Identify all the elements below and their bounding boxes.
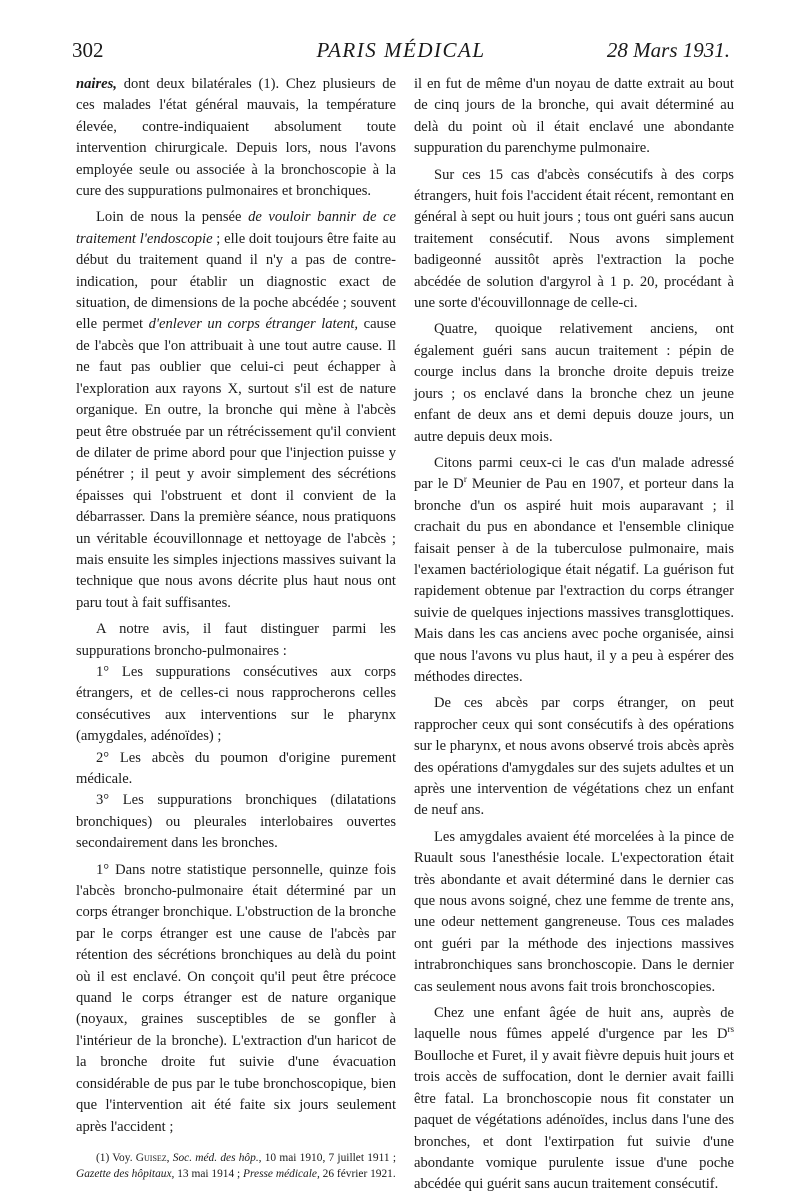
paragraph: A notre avis, il faut distinguer parmi les suppurations broncho-pulmonaires : — [76, 621, 396, 659]
paragraph-lead-fragment: naires, — [76, 76, 117, 92]
paragraph-text: Citons parmi ceux-ci le cas d'un malade adressé par le D — [414, 454, 734, 493]
footnote-fragment: 26 février 1921. — [319, 1167, 396, 1180]
paragraph — [414, 453, 734, 688]
paragraph-text: cause de l'abcès que l'on attribuait à une tout autre cause. Il ne faut pas oublier que celui-ci peut échapper à l'exploration aux rayons X, surtout s'il est de nature organique. En outre, la bronche qui mène à l'abcès peut être obstruée par un rétrécissement qu'il convient de dilater de prime abord pour que l'injection puisse y pénétrer ; il peut y avoir simplement des sécrétions épaisses qui l'obstruent et dont il convient de la débarrasser. Dans la première séance, nous pratiquons un véritable écouvillonnage et nettoyage de l'abcès ; mais ensuite les simples injections massives suivant la technique que nous avons décrite plus haut nous ont paru tout à fait suffisantes. — [76, 316, 396, 611]
left-column — [76, 74, 396, 1182]
list-item: 2° Les abcès du poumon d'origine purement médicale. — [76, 749, 396, 787]
footnote-fragment: (1) Voy. — [96, 1151, 136, 1164]
paragraph — [76, 74, 396, 202]
superscript: r — [463, 474, 467, 485]
list-item: 3° Les suppurations bronchiques (dilatations bronchiques) ou pleurales interlobaires ouvertes secondairement dans les bronches. — [76, 792, 396, 852]
page-number: 302 — [72, 38, 104, 62]
paragraph-text: dont deux bilatérales (1). Chez plusieurs de ces malades l'état général mauvais, la température élevée, contre-indiquaient absolument toute intervention chirurgicale. Depuis lors, nous l'avons employée seule ou associée à la bronchoscopie à la cure des suppurations pulmonaires et bronchiques. — [76, 76, 396, 200]
paragraph: Les amygdales avaient été morcelées à la pince de Ruault sous l'anesthésie locale. L'expectoration était très abondante et avait déterminé dans le dernier cas que nous avons soigné, chez une femme de trente ans, une odeur nettement gangreneuse. Tous ces malades ont guéri par la méthode des injections massives intrabronchiques sans bronchoscopie. Dans le dernier cas seulement nous avons fait trois bronchoscopies. — [414, 828, 734, 995]
superscript: rs — [727, 1024, 734, 1035]
footnote-source: Soc. méd. des hôp., — [169, 1151, 262, 1164]
paragraph-text: ; elle doit toujours être faite au début du traitement quand il n'y a pas de contre-indication, pour établir un diagnostic exact de situation, de dimensions de la poche abcédée ; souvent elle permet — [76, 230, 396, 333]
footnote-text — [76, 1150, 396, 1182]
paragraph-text: Loin de nous la pensée — [96, 209, 249, 226]
footnote-source: Gazette des hôpitaux, — [76, 1167, 175, 1180]
paragraph: Sur ces 15 cas d'abcès consécutifs à des corps étrangers, huit fois l'accident était récent, remontant en général à sept ou huit jours ; tous ont guéri sans aucun traitement consécutif. Nous avons simplement badigeonné aussitôt après l'extraction la poche abcédée de solution d'argyrol à 1 p. 20, procédant à une sorte d'écouvillonnage de celle-ci. — [414, 166, 734, 312]
footnote-fragment: 13 mai 1914 ; — [174, 1167, 244, 1180]
journal-title: PARIS MÉDICAL — [316, 38, 486, 62]
footnote-author: Guisez, — [135, 1151, 170, 1164]
right-column — [414, 74, 734, 1196]
footnote-source: Presse médicale, — [243, 1167, 320, 1180]
paragraph — [414, 1003, 734, 1196]
page-header — [72, 38, 730, 68]
footnote-fragment: 10 mai 1910, 7 juillet 1911 ; — [261, 1151, 396, 1164]
list-item: 1° Les suppurations consécutives aux corps étrangers, et de celles-ci nous rapprocherons celles consécutives aux interventions sur le pharynx (amygdales, adénoïdes) ; — [76, 663, 396, 745]
paragraph-text: Chez une enfant âgée de huit ans, auprès de laquelle nous fûmes appelé d'urgence par les D — [414, 1005, 734, 1043]
paragraph: Quatre, quoique relativement anciens, ont également guéri sans aucun traitement : pépin de courge inclus dans la bronche droite depuis treize jours ; os enclavé dans la bronche chez un jeune enfant de deux ans et demi depuis douze jours, un autre depuis deux mois. — [414, 321, 734, 445]
paragraph: De ces abcès par corps étranger, on peut rapprocher ceux qui sont consécutifs à des opérations sur le pharynx, et nous avons observé trois abcès après des opérations d'amygdales sur des sujets adultes et un après une intervention de végétations chez un enfant de neuf ans. — [414, 695, 734, 819]
emphasis-text: de vouloir bannir de ce traitement l'endoscopie — [76, 209, 396, 247]
paragraph-text: Boulloche et Furet, il y avait fièvre depuis huit jours et trois accès de suffocation, dont le dernier avait failli être fatal. La bronchoscopie nous fit constater un paquet de végétations adénoïdes, inclus dans l'une des bronches, et dont l'extirpation fut suivie d'une abondante vomique purulente issue d'une poche abcédée qui guérit sans aucun traitement consécutif. — [414, 1047, 734, 1193]
emphasis-text: d'enlever un corps étranger latent, — [148, 316, 359, 333]
footnote — [76, 1150, 396, 1182]
paragraph — [76, 207, 396, 614]
issue-date: 28 Mars 1931. — [606, 38, 730, 62]
paragraph-text: Meunier de Pau en 1907, et porteur dans la bronche d'un os aspiré huit mois auparavant ; il crachait du pus en abondance et l'ensemble clinique faisait penser à de la tuberculose pulmonaire, mais l'examen bactériologique était négatif. La guérison fut rapidement obtenue par l'extraction du corps étranger suivie de quelques injections massives transglottiques. Mais dans les cas anciens avec poche organisée, ainsi que nous l'avons vu plus haut, il y a peu à espérer des méthodes directes. — [414, 476, 734, 685]
paragraph: 1° Dans notre statistique personnelle, quinze fois l'abcès broncho-pulmonaire était déterminé par un corps étranger bronchique. L'obstruction de la bronche par le corps étranger est une cause de l'abcès par rétention des sécrétions bronchiques au delà du point où il est enclavé. On conçoit qu'il peut être précoce quand le corps étranger est de nature organique (noyaux, graines susceptibles de se gonfler à l'intérieur de la bronche). L'extraction d'un haricot de la bronche droite fut suivie d'une évacuation considérable de pus par le tube bronchoscopique, bien que l'intervention ait été faite six jours seulement après l'accident ; — [76, 861, 396, 1135]
paragraph: il en fut de même d'un noyau de datte extrait au bout de cinq jours de la bronche, qui avait déterminé au delà du point où il était enclavé une abondante suppuration du parenchyme pulmonaire. — [414, 76, 734, 157]
